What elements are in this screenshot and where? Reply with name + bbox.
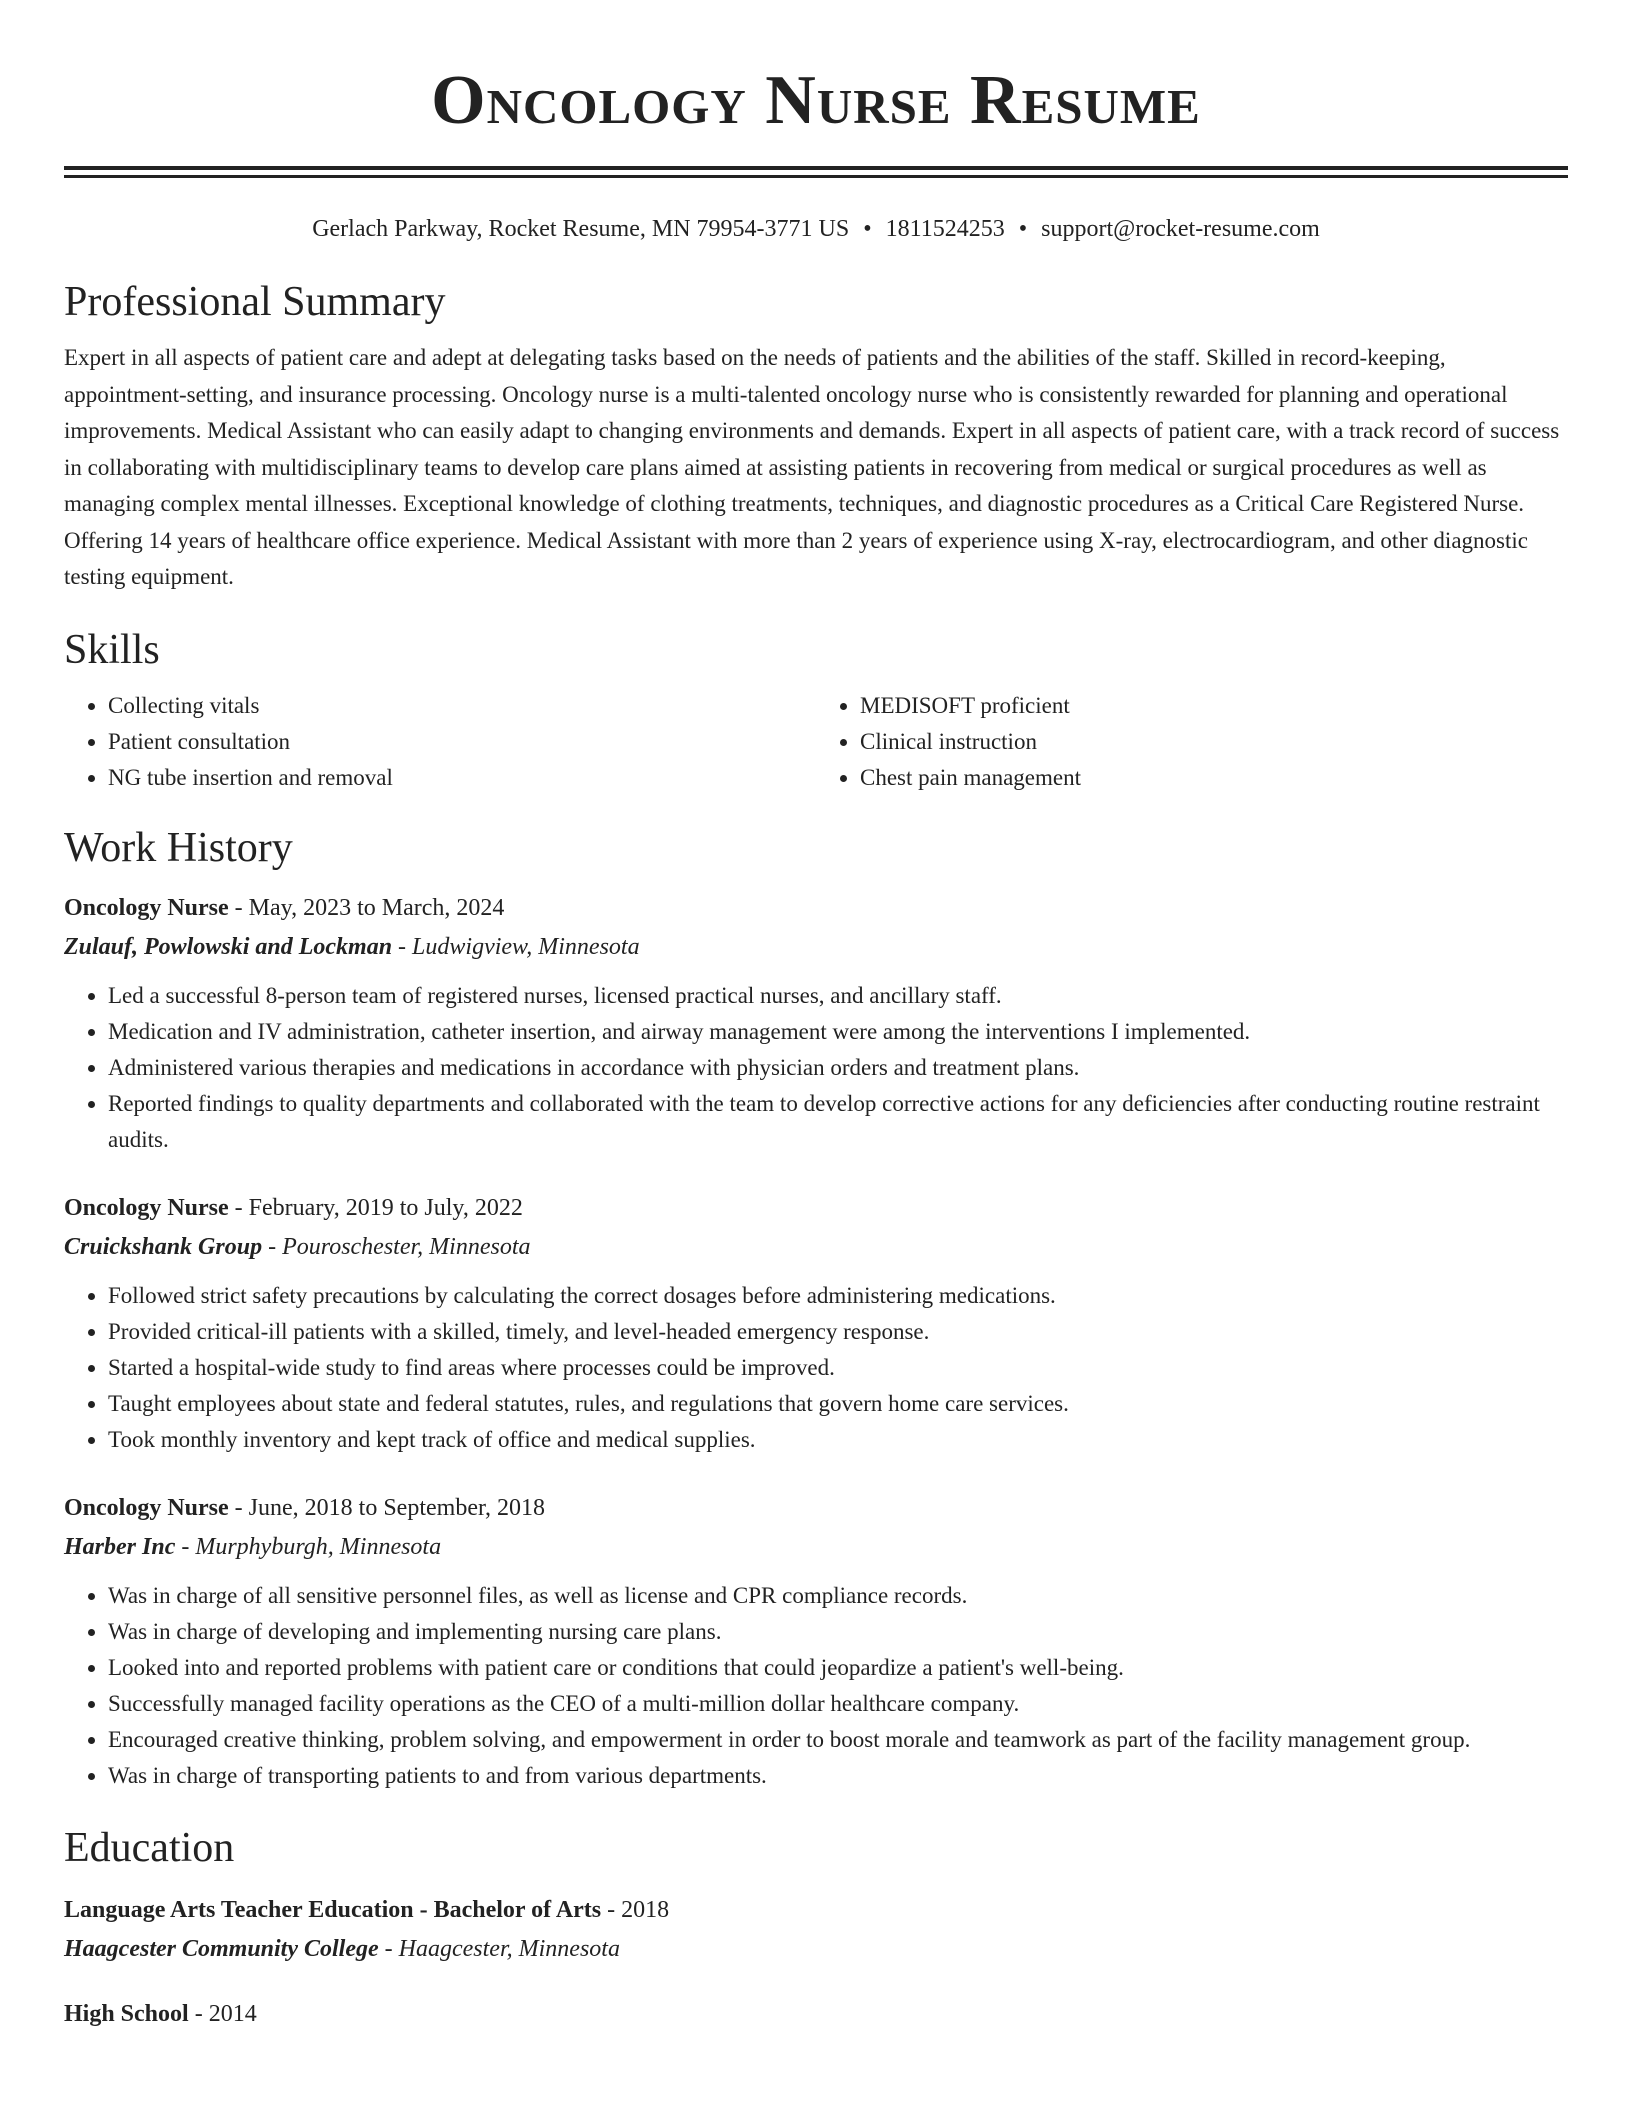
education-degree-line: Language Arts Teacher Education - Bachelor of Arts - 2018 bbox=[64, 1896, 670, 1923]
job-bullet: • Administered various therapies and medications in accordance with physician orders and treatment plans. bbox=[108, 1050, 1568, 1086]
summary-heading: Professional Summary bbox=[64, 279, 446, 325]
job-location: Murphyburgh, Minnesota bbox=[195, 1533, 442, 1560]
job-bullet: • Started a hospital-wide study to find areas where processes could be improved. bbox=[108, 1350, 1568, 1386]
skill-item: • NG tube insertion and removal bbox=[108, 760, 816, 796]
job-bullets bbox=[64, 978, 1568, 1158]
job-bullet: • Was in charge of developing and implementing nursing care plans. bbox=[108, 1614, 1568, 1650]
education-heading: Education bbox=[64, 1824, 235, 1871]
skill-item: • Patient consultation bbox=[108, 724, 816, 760]
job-company-line: Zulauf, Powlowski and Lockman - Ludwigview, Minnesota bbox=[64, 933, 640, 960]
title-divider-thin bbox=[64, 175, 1568, 178]
job-bullet: • Taught employees about state and federal statutes, rules, and regulations that govern home care services. bbox=[108, 1386, 1568, 1422]
job-location: Ludwigview, Minnesota bbox=[412, 933, 640, 960]
job-title: Oncology Nurse bbox=[64, 1194, 229, 1221]
job-bullet: • Successfully managed facility operations as the CEO of a multi-million dollar healthcare company. bbox=[108, 1686, 1568, 1722]
job-entry bbox=[64, 888, 1568, 1158]
education-year: 2014 bbox=[208, 2000, 257, 2027]
job-title: Oncology Nurse bbox=[64, 1494, 229, 1521]
skills-column-right bbox=[816, 688, 1568, 796]
contact-line bbox=[64, 214, 1568, 244]
contact-email[interactable]: support@rocket-resume.com bbox=[1041, 216, 1320, 242]
contact-address: Gerlach Parkway, Rocket Resume, MN 79954-3771 US bbox=[312, 216, 850, 242]
job-company-line: Cruickshank Group - Pouroschester, Minnesota bbox=[64, 1233, 531, 1260]
education-location: Haagcester, Minnesota bbox=[398, 1935, 620, 1962]
education-school: Haagcester Community College bbox=[64, 1935, 379, 1962]
job-bullet: • Took monthly inventory and kept track of office and medical supplies. bbox=[108, 1422, 1568, 1458]
skill-item: • MEDISOFT proficient bbox=[860, 688, 1568, 724]
skills-list bbox=[64, 688, 1568, 796]
education-entry bbox=[64, 1994, 1568, 2034]
job-location: Pouroschester, Minnesota bbox=[282, 1233, 531, 1260]
contact-separator: • bbox=[863, 216, 872, 242]
job-entry bbox=[64, 1188, 1568, 1458]
job-company: Zulauf, Powlowski and Lockman bbox=[64, 933, 393, 960]
job-bullet: • Was in charge of all sensitive personnel files, as well as license and CPR compliance records. bbox=[108, 1578, 1568, 1614]
education-degree-line: High School - 2014 bbox=[64, 2000, 257, 2027]
summary-text: Expert in all aspects of patient care and adept at delegating tasks based on the needs of patients and the abilities of the staff. Skilled in record-keeping, appointment-setting, and insurance processing. Oncology nurse is a multi-talented oncology nurse who is consistently rewarded for planning and operational improvements. Medical Assistant who can easily adapt to changing environments and demands. Expert in all aspects of patient care, with a track record of success in collaborating with multidisciplinary teams to develop care plans aimed at assisting patients in recovering from medical or surgical procedures as well as managing complex mental illnesses. Exceptional knowledge of clothing treatments, techniques, and diagnostic procedures as a Critical Care Registered Nurse. Offering 14 years of healthcare office experience. Medical Assistant with more than 2 years of experience using X-ray, electrocardiogram, and other diagnostic testing equipment. bbox=[64, 345, 1560, 589]
job-bullet: • Followed strict safety precautions by calculating the correct dosages before administering medications. bbox=[108, 1278, 1568, 1314]
education-entry bbox=[64, 1890, 1568, 1968]
job-bullets bbox=[64, 1578, 1568, 1794]
skills-heading: Skills bbox=[64, 626, 160, 673]
job-title: Oncology Nurse bbox=[64, 894, 229, 921]
job-bullets bbox=[64, 1278, 1568, 1458]
job-dates: February, 2019 to July, 2022 bbox=[248, 1194, 523, 1221]
job-company: Cruickshank Group bbox=[64, 1233, 263, 1260]
education-degree: Language Arts Teacher Education - Bachelor of Arts bbox=[64, 1896, 602, 1923]
education-year: 2018 bbox=[621, 1896, 670, 1923]
education-school-line: Haagcester Community College - Haagcester, Minnesota bbox=[64, 1935, 620, 1962]
skill-item: • Clinical instruction bbox=[860, 724, 1568, 760]
job-dates: May, 2023 to March, 2024 bbox=[248, 894, 505, 921]
job-title-line: Oncology Nurse - February, 2019 to July, 2022 bbox=[64, 1194, 523, 1221]
job-bullet: • Medication and IV administration, catheter insertion, and airway management were among the interventions I implemented. bbox=[108, 1014, 1568, 1050]
job-entry bbox=[64, 1488, 1568, 1794]
skill-item: • Chest pain management bbox=[860, 760, 1568, 796]
job-bullet: • Led a successful 8-person team of registered nurses, licensed practical nurses, and ancillary staff. bbox=[108, 978, 1568, 1014]
job-bullet: • Encouraged creative thinking, problem solving, and empowerment in order to boost morale and teamwork as part of the facility management group. bbox=[108, 1722, 1568, 1758]
skill-item: • Collecting vitals bbox=[108, 688, 816, 724]
contact-phone: 1811524253 bbox=[885, 216, 1005, 242]
job-bullet: • Reported findings to quality departments and collaborated with the team to develop corrective actions for any deficiencies after conducting routine restraint audits. bbox=[108, 1086, 1568, 1158]
job-title-line: Oncology Nurse - May, 2023 to March, 2024 bbox=[64, 894, 505, 921]
job-bullet: • Provided critical-ill patients with a skilled, timely, and level-headed emergency response. bbox=[108, 1314, 1568, 1350]
education-degree: High School bbox=[64, 2000, 189, 2027]
work-history-heading: Work History bbox=[64, 824, 293, 871]
contact-separator: • bbox=[1018, 216, 1028, 242]
job-bullet: • Was in charge of transporting patients to and from various departments. bbox=[108, 1758, 1568, 1794]
job-dates: June, 2018 to September, 2018 bbox=[248, 1494, 546, 1521]
job-bullet: • Looked into and reported problems with patient care or conditions that could jeopardize a patient's well-being. bbox=[108, 1650, 1568, 1686]
title-divider-thick bbox=[64, 166, 1568, 170]
skills-column-left bbox=[64, 688, 816, 796]
job-company: Harber Inc bbox=[64, 1533, 176, 1560]
job-company-line: Harber Inc - Murphyburgh, Minnesota bbox=[64, 1533, 442, 1560]
job-title-line: Oncology Nurse - June, 2018 to September, 2018 bbox=[64, 1494, 546, 1521]
resume-title: Oncology Nurse Resume bbox=[431, 62, 1201, 139]
